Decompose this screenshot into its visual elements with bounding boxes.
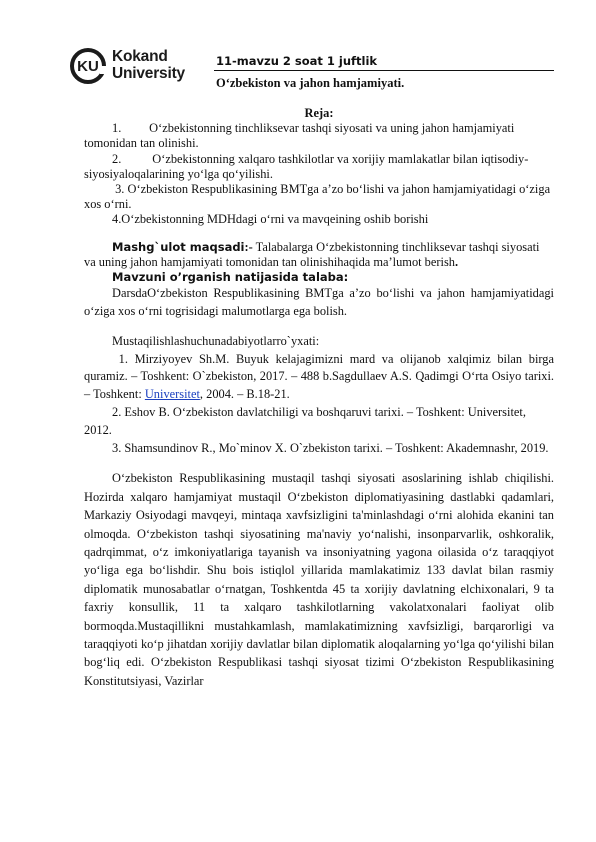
lecture-subtitle: O‘zbekiston va jahon hamjamiyati. <box>216 76 405 90</box>
outcome-text: DarsdaO‘zbekiston Respublikasining BMTga a’zo bo‘lishi va jahon hamjamiyatidagi o‘ziga xos o‘rni togrisidagi malumotlarga ega bolish. <box>84 286 554 319</box>
logo-line-1: Kokand <box>112 48 168 65</box>
sources-heading: Mustaqilishlashuchunadabiyotlarro`yxati: <box>112 333 320 348</box>
goal-label: Mashg`ulot maqsadi <box>112 239 245 254</box>
source-item-2: 2. Eshov B. O‘zbekiston davlatchiligi va boshqaruvi tarixi. – Toshkent: Universitet, 2012. <box>84 405 526 437</box>
goal-paragraph <box>84 240 554 270</box>
goal-text: Talabalarga O‘zbekistonning tinchliksevar tashqi siyosati va uning jahon hamjamiyati tomonidan tan olinishihaqida ma’lumot berish <box>84 239 543 269</box>
source-item-1 <box>84 351 558 404</box>
source-item-3: 3. Shamsundinov R., Mo`minov X. O`zbekiston tarixi. – Toshkent: Akademnashr, 2019. <box>112 440 549 455</box>
goal-separator: :- <box>244 239 253 254</box>
goal-end: . <box>454 254 459 269</box>
plan-item-1: 1. O‘zbekistonning tinchliksevar tashqi siyosati va uning jahon hamjamiyati tomonidan tan olinishi. <box>84 121 518 151</box>
lecture-title: 11-mavzu 2 soat 1 juftlik <box>216 54 378 68</box>
outcome-label: Mavzuni o’rganish natijasida talaba: <box>112 270 349 285</box>
universitet-link[interactable]: Universitet <box>144 387 200 402</box>
document-body <box>84 106 558 690</box>
source-item-1-text-b: , 2004. – B.18-21. <box>199 387 290 402</box>
plan-heading: Reja: <box>304 106 334 120</box>
plan-item-2: 2. O‘zbekistonning xalqaro tashkilotlar va xorijiy mamlakatlar bilan iqtisodiy-siyosiyaloqalarining yo‘lga qo‘yilishi. <box>84 151 529 181</box>
main-paragraph: O‘zbekiston Respublikasining mustaqil tashqi siyosati asoslarining ishlab chiqilishi. Hozirda xalqaro hamjamiyat mustaqil O‘zbekiston diplomatiyasining dastlabki qadamlari, Markaziy Osiyodagi mavqeyi, mintaqa xavfsizligini ta'minlashdagi o‘rni alohida ekanini tan olmoqda. O‘zbekiston tashqi siyosatining ma'naviy yo‘nalishi, insonparvarlik, oshkoralik, qadrqimmat, o‘z imkoniyatlariga tayanish va insoniyatning yagona oilasida o‘z taraqqiyot yo‘liga ega bo‘lishdir. Shu bois istiqlol yillarida mamlakatimiz 133 davlat bilan rasmiy diplomatik munosabatlar o‘rnatgan, Toshkentda 45 ta xorijiy davlatning elchixonalari, 9 ta faxriy konsullik, 11 ta xalqaro tashkilotlarning vakolatxonalari faoliyat olib bormoqda.Mustaqillikni mustahkamlash, mamlakatimizning xavfsizligi, barqarorligi va taraqqiyoti ko‘p jihatdan xorijiy davlatlar bilan diplomatik aloqalarning yo‘lga qo‘yilishi bilan bog‘liq edi. O‘zbekiston Respublikasi tashqi siyosat tizimi O‘zbekiston Respublikasining Konstitutsiyasi, Vazirlar <box>84 471 554 688</box>
source-item-1-text-a: 1. Mirziyoyev Sh.M. Buyuk kelajagimizni mard va olijanob xalqimiz bilan birga quramiz. – Toshkent: O`zbekiston, 2017. – 488 b.Sagdullaev A.S. Qadimgi O‘rta Osiyo tarixi. – Toshkent: <box>84 351 558 402</box>
logo-line-2: University <box>112 65 185 82</box>
plan-item-3: 3. O‘zbekiston Respublikasining BMTga a’zo bo‘lishi va jahon hamjamiyatidagi o‘ziga xos o‘rni. <box>84 182 554 212</box>
ku-logo-mark: KU <box>70 48 106 84</box>
outcome-label-line <box>84 270 554 285</box>
university-logo <box>70 46 210 90</box>
logo-wordmark <box>112 48 185 82</box>
header-divider <box>214 70 554 71</box>
plan-item-4: 4.O‘zbekistonning MDHdagi o‘rni va mavqeining oshib borishi <box>112 212 429 227</box>
